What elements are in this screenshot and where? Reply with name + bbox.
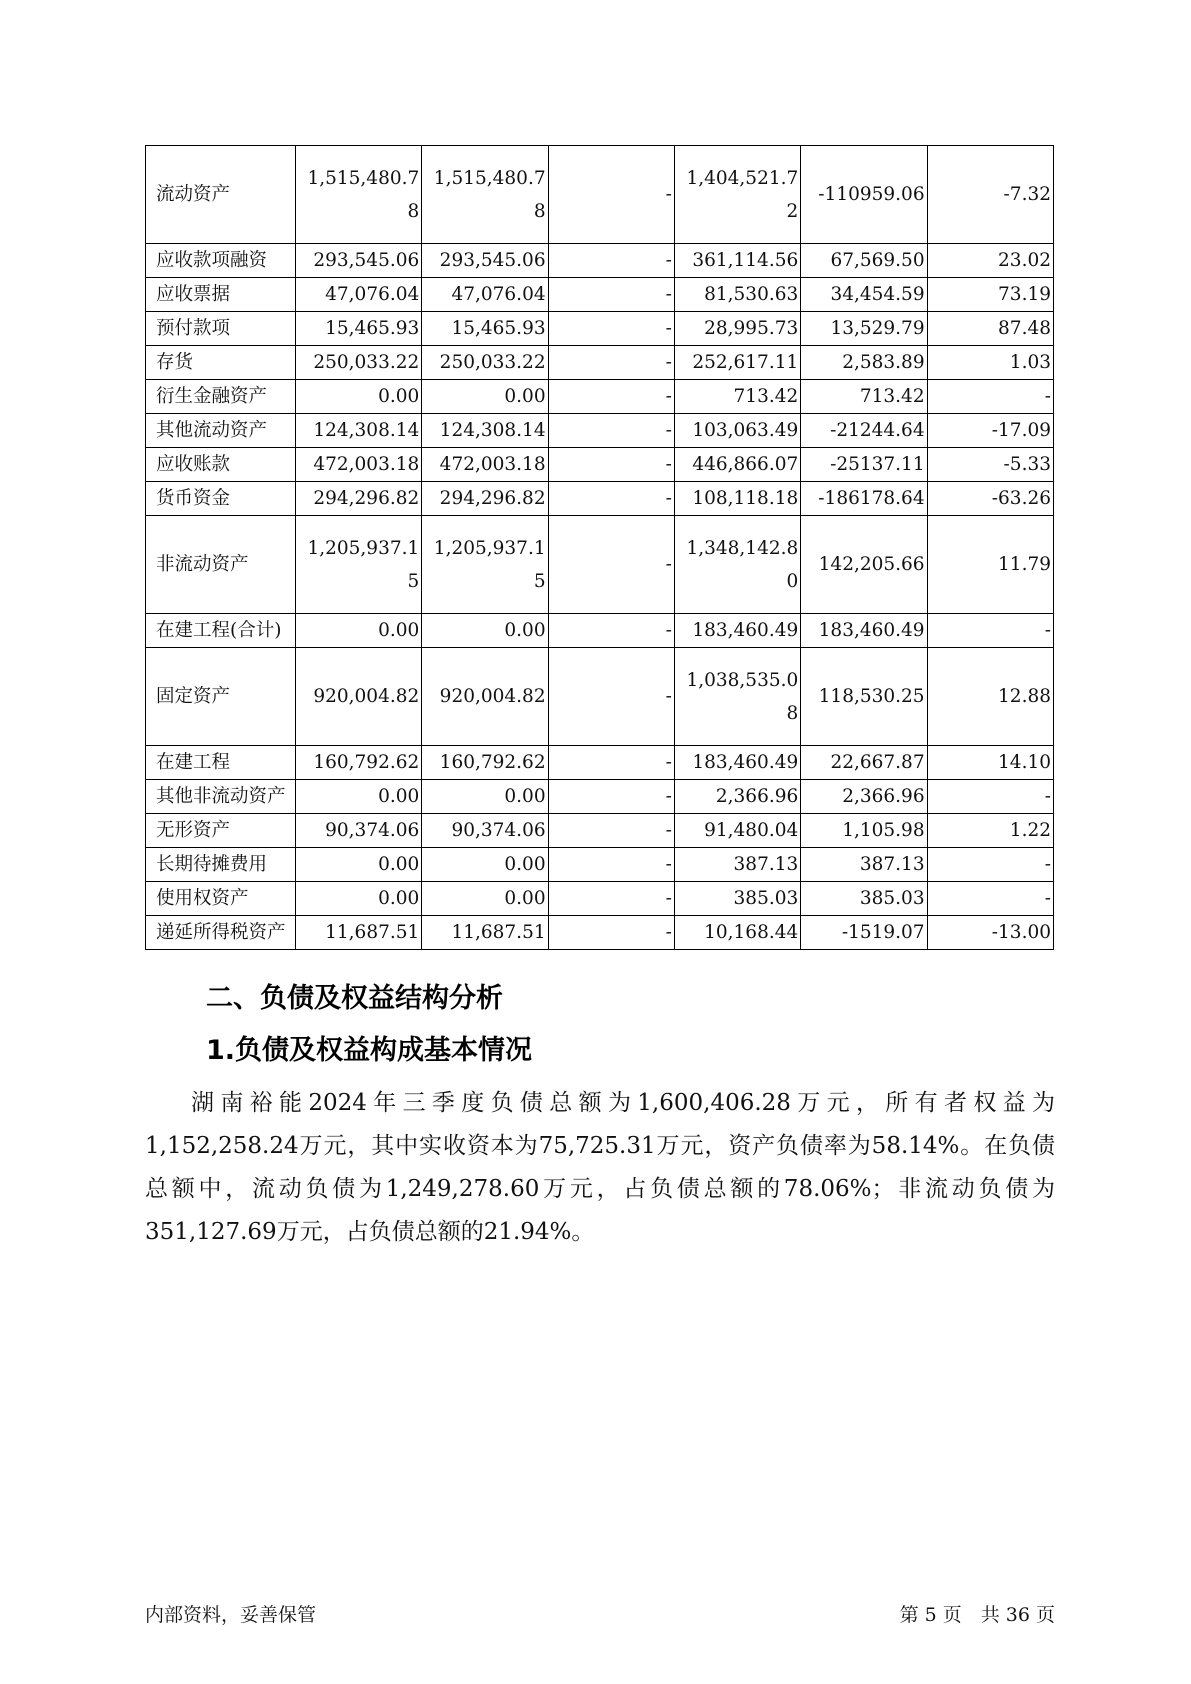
table-row <box>146 414 1054 448</box>
table-cell-c4: 446,866.07 <box>674 448 800 482</box>
table-cell-c5: 13,529.79 <box>801 312 927 346</box>
table-cell-c5: 118,530.25 <box>801 648 927 746</box>
table-cell-c1: 0.00 <box>295 614 421 648</box>
table-cell-c6: -13.00 <box>927 916 1053 950</box>
table-cell-c3: - <box>548 746 674 780</box>
table-cell-c2: 293,545.06 <box>422 244 548 278</box>
table-cell-c3: - <box>548 244 674 278</box>
table-cell-c6: - <box>927 780 1053 814</box>
table-cell-c5: 385.03 <box>801 882 927 916</box>
table-cell-c5: 1,105.98 <box>801 814 927 848</box>
table-cell-c5: -110959.06 <box>801 146 927 244</box>
table-cell-c5: 67,569.50 <box>801 244 927 278</box>
table-cell-c4: 183,460.49 <box>674 746 800 780</box>
table-row <box>146 780 1054 814</box>
table-row-label: 长期待摊费用 <box>146 848 296 882</box>
table-row <box>146 244 1054 278</box>
table-cell-c3: - <box>548 516 674 614</box>
asset-table-body <box>146 146 1054 950</box>
table-cell-c4: 2,366.96 <box>674 780 800 814</box>
table-cell-c4: 103,063.49 <box>674 414 800 448</box>
table-cell-c6: 23.02 <box>927 244 1053 278</box>
footer-page-number: 第 5 页 共 36 页 <box>899 1604 1055 1626</box>
table-cell-c3: - <box>548 780 674 814</box>
table-cell-c5: -186178.64 <box>801 482 927 516</box>
table-row <box>146 882 1054 916</box>
table-cell-c5: -1519.07 <box>801 916 927 950</box>
table-row-label: 应收票据 <box>146 278 296 312</box>
table-cell-c4: 28,995.73 <box>674 312 800 346</box>
table-row-label: 非流动资产 <box>146 516 296 614</box>
table-row <box>146 614 1054 648</box>
table-cell-c4: 361,114.56 <box>674 244 800 278</box>
table-cell-c3: - <box>548 146 674 244</box>
table-cell-c5: 183,460.49 <box>801 614 927 648</box>
table-row-label: 其他流动资产 <box>146 414 296 448</box>
table-cell-c4: 1,404,521.72 <box>674 146 800 244</box>
table-row-label: 固定资产 <box>146 648 296 746</box>
table-cell-c1: 293,545.06 <box>295 244 421 278</box>
table-row-label: 在建工程 <box>146 746 296 780</box>
table-cell-c3: - <box>548 448 674 482</box>
table-row <box>146 146 1054 244</box>
table-cell-c6: -63.26 <box>927 482 1053 516</box>
table-row-label: 流动资产 <box>146 146 296 244</box>
table-row <box>146 346 1054 380</box>
table-row-label: 应收款项融资 <box>146 244 296 278</box>
subsection-heading: 1.负债及权益构成基本情况 <box>206 1035 533 1066</box>
table-cell-c2: 0.00 <box>422 882 548 916</box>
table-cell-c2: 0.00 <box>422 848 548 882</box>
table-cell-c6: - <box>927 882 1053 916</box>
body-paragraph-container <box>145 1082 1055 1254</box>
table-cell-c2: 294,296.82 <box>422 482 548 516</box>
table-cell-c1: 472,003.18 <box>295 448 421 482</box>
table-cell-c3: - <box>548 916 674 950</box>
table-row-label: 递延所得税资产 <box>146 916 296 950</box>
table-cell-c6: 1.03 <box>927 346 1053 380</box>
table-cell-c5: 2,583.89 <box>801 346 927 380</box>
table-cell-c3: - <box>548 814 674 848</box>
table-cell-c6: -17.09 <box>927 414 1053 448</box>
table-cell-c4: 1,348,142.80 <box>674 516 800 614</box>
table-cell-c4: 252,617.11 <box>674 346 800 380</box>
table-cell-c4: 81,530.63 <box>674 278 800 312</box>
table-cell-c1: 0.00 <box>295 380 421 414</box>
table-row-label: 其他非流动资产 <box>146 780 296 814</box>
table-row-label: 无形资产 <box>146 814 296 848</box>
table-cell-c6: - <box>927 380 1053 414</box>
table-cell-c3: - <box>548 848 674 882</box>
table-cell-c1: 0.00 <box>295 780 421 814</box>
table-cell-c2: 250,033.22 <box>422 346 548 380</box>
table-row <box>146 448 1054 482</box>
table-cell-c2: 472,003.18 <box>422 448 548 482</box>
body-paragraph: 湖南裕能2024年三季度负债总额为1,600,406.28万元，所有者权益为1,152,258.24万元，其中实收资本为75,725.31万元，资产负债率为58.14%。在负债总额中，流动负债为1,249,278.60万元，占负债总额的78.06%；非流动负债为351,127.69万元，占负债总额的21.94%。 <box>145 1090 1055 1245</box>
table-cell-c5: 387.13 <box>801 848 927 882</box>
table-cell-c1: 1,515,480.78 <box>295 146 421 244</box>
table-cell-c2: 0.00 <box>422 780 548 814</box>
table-cell-c1: 124,308.14 <box>295 414 421 448</box>
table-cell-c5: 713.42 <box>801 380 927 414</box>
table-cell-c6: -5.33 <box>927 448 1053 482</box>
table-cell-c5: 142,205.66 <box>801 516 927 614</box>
table-cell-c2: 11,687.51 <box>422 916 548 950</box>
table-row-label: 货币资金 <box>146 482 296 516</box>
table-cell-c2: 920,004.82 <box>422 648 548 746</box>
table-cell-c6: -7.32 <box>927 146 1053 244</box>
table-cell-c3: - <box>548 278 674 312</box>
table-cell-c4: 10,168.44 <box>674 916 800 950</box>
table-cell-c3: - <box>548 346 674 380</box>
table-row <box>146 380 1054 414</box>
table-cell-c1: 15,465.93 <box>295 312 421 346</box>
table-row <box>146 278 1054 312</box>
table-row-label: 使用权资产 <box>146 882 296 916</box>
table-cell-c6: 11.79 <box>927 516 1053 614</box>
table-row <box>146 848 1054 882</box>
table-cell-c1: 250,033.22 <box>295 346 421 380</box>
table-row <box>146 482 1054 516</box>
table-row <box>146 814 1054 848</box>
table-cell-c1: 47,076.04 <box>295 278 421 312</box>
table-row <box>146 916 1054 950</box>
table-cell-c4: 385.03 <box>674 882 800 916</box>
table-cell-c5: -21244.64 <box>801 414 927 448</box>
table-row-label: 应收账款 <box>146 448 296 482</box>
table-cell-c1: 0.00 <box>295 882 421 916</box>
table-cell-c3: - <box>548 414 674 448</box>
asset-table <box>145 145 1054 950</box>
table-cell-c1: 0.00 <box>295 848 421 882</box>
table-cell-c4: 1,038,535.08 <box>674 648 800 746</box>
table-cell-c2: 0.00 <box>422 614 548 648</box>
table-cell-c2: 15,465.93 <box>422 312 548 346</box>
table-row <box>146 312 1054 346</box>
table-cell-c3: - <box>548 614 674 648</box>
table-cell-c3: - <box>548 312 674 346</box>
table-cell-c6: 12.88 <box>927 648 1053 746</box>
table-cell-c5: 2,366.96 <box>801 780 927 814</box>
table-row-label: 衍生金融资产 <box>146 380 296 414</box>
table-row <box>146 746 1054 780</box>
table-cell-c2: 0.00 <box>422 380 548 414</box>
table-cell-c5: -25137.11 <box>801 448 927 482</box>
table-row <box>146 516 1054 614</box>
table-row-label: 存货 <box>146 346 296 380</box>
table-cell-c6: 73.19 <box>927 278 1053 312</box>
table-cell-c1: 90,374.06 <box>295 814 421 848</box>
table-cell-c6: 1.22 <box>927 814 1053 848</box>
table-cell-c6: 14.10 <box>927 746 1053 780</box>
table-cell-c1: 294,296.82 <box>295 482 421 516</box>
table-cell-c5: 22,667.87 <box>801 746 927 780</box>
table-row <box>146 648 1054 746</box>
table-cell-c1: 11,687.51 <box>295 916 421 950</box>
table-cell-c2: 160,792.62 <box>422 746 548 780</box>
table-cell-c6: - <box>927 848 1053 882</box>
section-heading: 二、负债及权益结构分析 <box>206 983 503 1014</box>
table-cell-c3: - <box>548 648 674 746</box>
table-cell-c1: 1,205,937.15 <box>295 516 421 614</box>
table-row-label: 在建工程(合计) <box>146 614 296 648</box>
table-cell-c2: 1,515,480.78 <box>422 146 548 244</box>
table-cell-c6: 87.48 <box>927 312 1053 346</box>
table-cell-c4: 387.13 <box>674 848 800 882</box>
table-cell-c4: 183,460.49 <box>674 614 800 648</box>
table-cell-c1: 160,792.62 <box>295 746 421 780</box>
table-cell-c1: 920,004.82 <box>295 648 421 746</box>
table-cell-c3: - <box>548 482 674 516</box>
table-cell-c3: - <box>548 380 674 414</box>
table-cell-c2: 47,076.04 <box>422 278 548 312</box>
table-cell-c3: - <box>548 882 674 916</box>
table-cell-c2: 1,205,937.15 <box>422 516 548 614</box>
footer-confidential-note: 内部资料，妥善保管 <box>145 1604 317 1626</box>
table-cell-c6: - <box>927 614 1053 648</box>
table-row-label: 预付款项 <box>146 312 296 346</box>
table-cell-c4: 713.42 <box>674 380 800 414</box>
table-cell-c2: 124,308.14 <box>422 414 548 448</box>
table-cell-c2: 90,374.06 <box>422 814 548 848</box>
table-cell-c5: 34,454.59 <box>801 278 927 312</box>
table-cell-c4: 108,118.18 <box>674 482 800 516</box>
table-cell-c4: 91,480.04 <box>674 814 800 848</box>
